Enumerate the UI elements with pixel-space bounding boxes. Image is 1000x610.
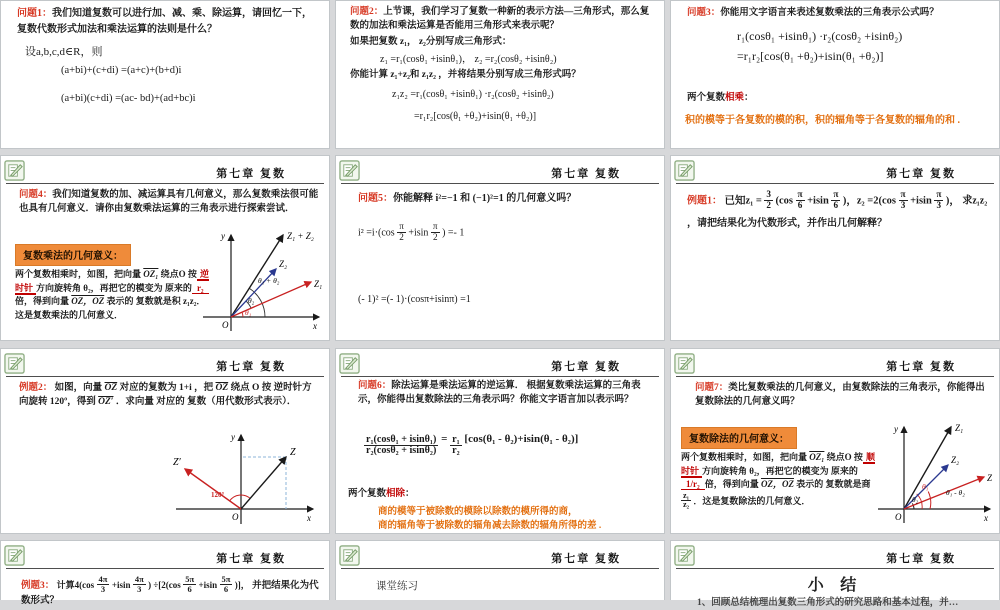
- i-squared-formula: i² =i·(cos $\frac{\pi}{2}$ +isin $\frac{\pi}{2}$ ) =- 1: [358, 221, 465, 242]
- slide-11[interactable]: [335, 540, 665, 600]
- z2-vector-label: Z₂: [279, 259, 288, 269]
- one-over-r2-highlight: 1/r₂: [681, 479, 705, 490]
- problem-statement: [687, 6, 991, 20]
- problem-text: 类比复数乘法的几何意义，由复数除法的三角表示，你能得出复数除法的几何意义吗？: [695, 383, 985, 408]
- trig-intro-line: 如果把复数 z₁， z₂分别写成三角形式：: [350, 37, 512, 47]
- chapter-title: 第七章 复数: [551, 553, 621, 565]
- chapter-title: 第七章 复数: [886, 168, 956, 180]
- notebook-pen-icon: [339, 160, 360, 181]
- slide-header: [676, 541, 994, 569]
- problem-label: 问题1：: [17, 8, 52, 19]
- multiplication-diagram: [201, 225, 326, 337]
- problem-statement: [19, 188, 321, 217]
- geometric-meaning-box: 复数除法的几何意义：: [681, 427, 797, 449]
- slide-header: [341, 541, 659, 569]
- geometric-meaning-paragraph: 两个复数相乘时，如图，把向量 OZ₁ 绕点O 按 逆时针 方向旋转角 θ₂，再把它的模变为 原来的 r₂倍，得到向量 OZ，OZ 表示的 复数就是积 z₁z₂．这是复数乘法的几何意义．: [15, 269, 209, 320]
- example-statement: 例题2： 如图，向量 $\overline{OZ}$ 对应的复数为 1+i ，把 $\overline{OZ}$ 绕点 O 按 逆时针方向旋转 120º，得到 OZ′ ．求向量 对应的 复数（用代数形式表示）．: [19, 383, 312, 408]
- chapter-title: 第七章 复数: [216, 168, 286, 180]
- vector-oz1: OZ₁: [809, 452, 825, 462]
- notebook-pen-icon: [674, 353, 695, 374]
- multiplication-formula: (a+bi)(c+di) =(ac- bd)+(ad+bc)i: [61, 93, 196, 104]
- problem-label: 问题4：: [19, 190, 53, 200]
- vector-oz-prime: OZ′: [98, 397, 114, 408]
- product-formula-line2: =r₁r₂[cos(θ₁ +θ₂)+isin(θ₁ +θ₂)]: [414, 111, 537, 122]
- multiplication-rule-statement: 积的模等于各复数的模的积，积的辐角等于各复数的辐角的和 .: [685, 115, 960, 126]
- z-prime-vector-label: Z′: [173, 457, 181, 468]
- compute-question: 你能计算 z₁+z₂和 z₁z₂ ，并将结果分别写成三角形式吗？: [350, 70, 581, 80]
- vector-oz: $\overline{OZ}$: [104, 383, 118, 393]
- problem-text: 我们知道复数可以进行加、减、乘、除运算，请回忆一下，复数代数形式加法和乘法运算的法则是什么？: [17, 8, 312, 35]
- example-label: 例题1：: [687, 195, 722, 207]
- notebook-pen-icon: [339, 353, 360, 374]
- problem-label: 问题6：: [358, 381, 392, 391]
- product-formula-line2: =r₁r₂[cos(θ₁ +θ₂)+isin(θ₁ +θ₂)]: [737, 49, 884, 63]
- neg-one-squared-formula: (- 1)² =(- 1)·(cosπ+isinπ) =1: [358, 294, 471, 305]
- slide-header: [341, 156, 659, 184]
- origin-label: O: [232, 512, 239, 522]
- slide-header: [6, 156, 324, 184]
- example-label: 例题3：: [21, 581, 55, 592]
- geometric-meaning-box: 复数乘法的几何意义：: [15, 244, 131, 266]
- z1-vector-label: Z₁: [955, 423, 964, 433]
- slide-header: [676, 156, 994, 184]
- rule-intro: 两个复数相乘：: [687, 93, 754, 103]
- product-formula-line1: z₁z₂ =r₁(cosθ₁ +isinθ₁) ·r₂(cosθ₂ +isinθ₂): [392, 89, 554, 100]
- slide-4[interactable]: [0, 155, 330, 341]
- division-rule-statement: 商的模等于被除数的模除以除数的模所得的商， 商的辐角等于被除数的辐角减去除数的辐角所得的差 .: [378, 507, 602, 532]
- rotation-diagram: [171, 427, 321, 529]
- chapter-title: 第七章 复数: [551, 361, 621, 373]
- z-vector-label: Z: [290, 447, 296, 458]
- problem-statement: [358, 191, 654, 207]
- angle-diff-label: θ₁ - θ₂: [946, 488, 965, 497]
- notebook-pen-icon: [674, 545, 695, 566]
- origin-label: O: [222, 320, 229, 330]
- slide-6[interactable]: [670, 155, 1000, 341]
- problem-statement: [695, 381, 991, 410]
- slide-10[interactable]: [0, 540, 330, 606]
- example-statement: 例题1： 已知z₁ = $\frac{3}{2}$ (cos $\frac{\pi}{6}$ +isin $\frac{\pi}{6}$ )，z₂ =2(cos $\frac{\pi}{3}$ +isin $\frac{\pi}{3}$ )， 求z₁z₂ ，请把结果化为代数形式，并作出几何解释？: [687, 189, 988, 229]
- slide-header: [341, 349, 659, 377]
- notebook-pen-icon: [339, 545, 360, 566]
- angle-120-label: 120°: [211, 491, 225, 499]
- summary-title: 小 结: [807, 577, 863, 594]
- problem-label: 问题5：: [358, 193, 393, 204]
- problem-text: 我们知道复数的加、减运算具有几何意义，那么复数乘法很可能也具有几何意义．请你由复数乘法运算的三角表示进行探索尝试．: [19, 190, 319, 215]
- problem-statement: [358, 379, 654, 408]
- theta2-label: θ₂: [912, 495, 919, 504]
- slide-header: [6, 349, 324, 377]
- product-formula-line1: r₁(cosθ₁ +isinθ₁) ·r₂(cosθ₂ +isinθ₂): [737, 29, 903, 43]
- x-axis-label: x: [313, 321, 317, 331]
- theta2-label: θ₂: [248, 296, 255, 305]
- problem-text: 上节课，我们学习了复数一种新的表示方法—三角形式，那么复数的加法和乘法运算是否能用三角形式来表示呢？: [350, 7, 650, 32]
- addition-formula: (a+bi)+(c+di) =(a+c)+(b+d)i: [61, 65, 182, 76]
- r2-highlight: r₂: [192, 283, 209, 294]
- slide-2[interactable]: [335, 0, 665, 149]
- theta1-label: θ₁: [245, 308, 252, 317]
- problem-text: 你能用文字语言来表述复数乘法的三角表示公式吗？: [720, 8, 939, 18]
- notebook-pen-icon: [4, 160, 25, 181]
- problem-label: 问题3：: [687, 8, 721, 18]
- slide-header: [6, 541, 324, 569]
- y-axis-label: y: [894, 424, 898, 434]
- chapter-title: 第七章 复数: [216, 361, 286, 373]
- z-vector-label: Z: [987, 473, 993, 483]
- example-label: 例题2：: [19, 383, 53, 393]
- chapter-title: 第七章 复数: [551, 168, 621, 180]
- slide-header: [676, 349, 994, 377]
- theta1-label: θ₁: [922, 482, 929, 491]
- slide-3[interactable]: [670, 0, 1000, 149]
- divide-word: 相除: [386, 489, 406, 499]
- vector-oz: OZ，OZ: [71, 296, 105, 306]
- slide-7[interactable]: [0, 348, 330, 534]
- example-statement: 例题3： 计算4(cos $\frac{4\pi}{3}$ +isin $\frac{4\pi}{3}$ ) ÷[2(cos $\frac{5\pi}{6}$ +isin $\frac{5\pi}{6}$ )]， 并把结果化为代数形式？: [21, 574, 319, 606]
- vector-oz1: OZ₁: [143, 269, 159, 279]
- division-formula: $\frac{\text{r₁(cosθ₁ + isinθ₁)}}{\text{r₂(cosθ₂ + isinθ₂)}}$ = $\frac{\text{r₁}}{\text{r₂}}$ [cos(θ₁ - θ₂)+isin(θ₁ - θ₂)]: [366, 433, 579, 457]
- notebook-pen-icon: [4, 545, 25, 566]
- slide-12[interactable]: [670, 540, 1000, 608]
- x-axis-label: x: [984, 513, 988, 523]
- slide-1[interactable]: [0, 0, 330, 149]
- y-axis-label: y: [231, 432, 235, 442]
- z1-vector-label: Z₁: [314, 279, 323, 289]
- classroom-practice-title: 课堂练习: [376, 580, 418, 592]
- z1-z2-trig-forms: z₁ =r₁(cosθ₁ +isinθ₁)， z₂ =r₂(cosθ₂ +isinθ₂): [380, 54, 557, 65]
- problem-text: 除法运算是乘法运算的逆运算． 根据复数乘法运算的三角表示，你能得出复数除法的三角表示吗？你能文字语言加以表示吗？: [358, 381, 641, 406]
- origin-label: O: [895, 512, 902, 522]
- setup-line: 设a,b,c,d∈R，则: [25, 46, 103, 58]
- vector-oz: $\overline{OZ}$: [215, 383, 229, 393]
- multiply-word: 相乘: [725, 93, 745, 103]
- chapter-title: 第七章 复数: [886, 361, 956, 373]
- x-axis-label: x: [307, 513, 311, 523]
- slide-5[interactable]: [335, 155, 665, 341]
- problem-text: 你能解释 i²=−1 和 (−1)²=1 的几何意义吗？: [393, 193, 577, 204]
- problem-statement: [350, 5, 654, 34]
- slide-8[interactable]: [335, 348, 665, 534]
- notebook-pen-icon: [674, 160, 695, 181]
- division-diagram: [876, 419, 996, 529]
- chapter-title: 第七章 复数: [886, 553, 956, 565]
- summary-line-1: 1、回顾总结梳理出复数三角形式的研究思路和基本过程，并…: [697, 598, 959, 608]
- counterclockwise-highlight: 逆时针: [15, 269, 209, 293]
- problem-label: 问题7：: [695, 383, 729, 393]
- clockwise-highlight: 顺时针: [681, 452, 875, 476]
- y-axis-label: y: [221, 231, 225, 241]
- problem-statement: [17, 6, 317, 37]
- vector-oz: OZ，OZ: [760, 479, 794, 489]
- slide-9[interactable]: [670, 348, 1000, 534]
- notebook-pen-icon: [4, 353, 25, 374]
- rule-intro: 两个复数相除：: [348, 489, 415, 499]
- geometric-meaning-paragraph: 两个复数相乘时，如图，把向量 OZ₁ 绕点O 按 顺时针 方向旋转角 θ₂，再把它的模变为 原来的1/r₂ 倍，得到向量 OZ，OZ 表示的 复数就是商 $\frac{\text{z₁}}{\text{z₂}}$ ．这是复数除法的几何意义．: [681, 452, 875, 510]
- angle-sum-label: θ₁ + θ₂: [258, 276, 280, 285]
- problem-label: 问题2：: [350, 7, 384, 17]
- product-vector-label: Z₁ + Z₂: [287, 231, 314, 241]
- chapter-title: 第七章 复数: [216, 553, 286, 565]
- z2-vector-label: Z₂: [951, 455, 960, 465]
